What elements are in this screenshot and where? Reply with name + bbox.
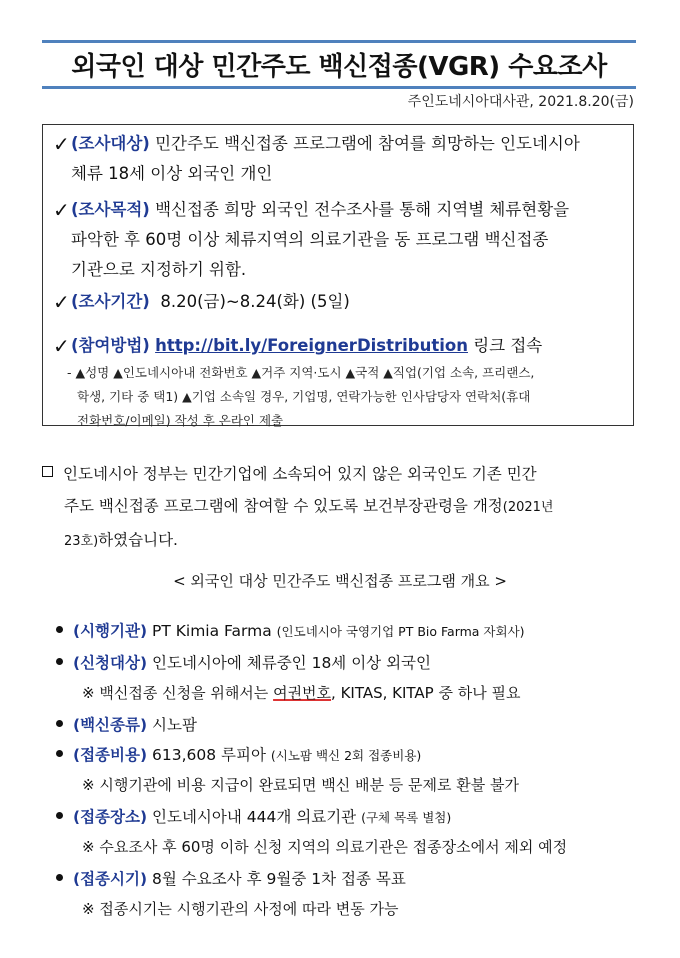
bullet-text: 8월 수요조사 후 9월중 1차 접종 목표	[152, 870, 406, 888]
submission-line-2: 학생, 기타 중 택1) ▲기업 소속일 경우, 기업명, 연락가능한 인사담당자 연락처(휴대	[77, 389, 531, 404]
bullet-icon	[56, 812, 63, 819]
participation-method-label: (참여방법)	[71, 336, 150, 355]
bullet-icon	[56, 750, 63, 757]
note-text-highlight: 여권번호	[273, 684, 332, 702]
notice-line-3: 하였습니다.	[98, 531, 178, 549]
regulation-notice	[42, 458, 642, 558]
check-icon: ✓	[53, 290, 70, 314]
survey-purpose-label: (조사목적)	[71, 200, 150, 219]
survey-info-box	[42, 124, 634, 426]
survey-purpose-item	[53, 195, 625, 285]
bullet-timing	[56, 864, 640, 894]
bullet-note: (구체 목록 별첨)	[361, 810, 452, 825]
bullet-applicants	[56, 648, 640, 678]
link-access-text: 링크 접속	[473, 336, 543, 355]
bullet-label: (백신종류)	[73, 716, 148, 734]
title-top-rule	[42, 40, 636, 43]
survey-purpose-line-1: 백신접종 희망 외국인 전수조사를 통해 지역별 체류현황을	[155, 200, 570, 219]
check-icon: ✓	[53, 132, 70, 156]
bullet-icon	[56, 626, 63, 633]
survey-target-line-2: 체류 18세 이상 외국인 개인	[71, 164, 273, 183]
bullet-text: PT Kimia Farma	[152, 622, 272, 640]
note-text: 시행기관에 비용 지급이 완료되면 백신 배분 등 문제로 환불 불가	[99, 776, 520, 794]
bullet-cost	[56, 740, 640, 771]
survey-period-label: (조사기간)	[71, 292, 150, 311]
bullet-text: 613,608 루피아	[152, 746, 266, 764]
bullet-text: 인도네시아내 444개 의료기관	[152, 808, 357, 826]
survey-purpose-line-3: 기관으로 지정하기 위함.	[71, 260, 247, 279]
bullet-note: (시노팜 백신 2회 접종비용)	[270, 748, 422, 763]
submission-line-3: 전화번호/이메일) 작성 후 온라인 제출	[77, 413, 284, 428]
bullet-implementing-agency	[56, 616, 640, 647]
note-mark: ※	[82, 684, 95, 702]
notice-line-2: 주도 백신접종 프로그램에 참여할 수 있도록 보건부장관령을 개정	[64, 497, 503, 515]
notice-line-2-small: (2021년	[502, 500, 554, 515]
submission-details	[67, 361, 623, 433]
bullet-label: (시행기관)	[73, 622, 148, 640]
square-bullet-icon	[42, 466, 53, 477]
note-mark: ※	[82, 900, 95, 918]
bullet-icon	[56, 658, 63, 665]
note-mark: ※	[82, 838, 95, 856]
check-icon: ✓	[53, 334, 70, 358]
notice-line-1: 인도네시아 정부는 민간기업에 소속되어 있지 않은 외국인도 기존 민간	[63, 465, 537, 483]
note-text: 접종시기는 시행기관의 사정에 따라 변동 가능	[99, 900, 399, 918]
check-icon: ✓	[53, 198, 70, 222]
note-mark: ※	[82, 776, 95, 794]
note-exclusion	[82, 832, 650, 862]
bullet-note: (인도네시아 국영기업 PT Bio Farma 자회사)	[276, 624, 525, 639]
page-title: 외국인 대상 민간주도 백신접종(VGR) 수요조사	[71, 52, 607, 82]
bullet-label: (접종장소)	[73, 808, 148, 826]
title-bottom-rule	[42, 86, 636, 89]
bullet-text: 시노팜	[152, 716, 197, 734]
issuer-date: 주인도네시아대사관, 2021.8.20(금)	[407, 94, 634, 110]
bullet-icon	[56, 720, 63, 727]
survey-target-label: (조사대상)	[71, 134, 150, 153]
bullet-label: (접종비용)	[73, 746, 148, 764]
note-text-pre: 백신접종 신청을 위해서는	[99, 684, 269, 702]
survey-period-item	[53, 287, 625, 317]
bullet-location	[56, 802, 640, 833]
bullet-label: (신청대상)	[73, 654, 148, 672]
bullet-vaccine-type	[56, 710, 640, 740]
survey-target-line-1: 민간주도 백신접종 프로그램에 참여를 희망하는 인도네시아	[155, 134, 580, 153]
survey-period-value: 8.20(금)~8.24(화) (5일)	[160, 292, 350, 311]
note-text-post: , KITAS, KITAP 중 하나 필요	[331, 684, 521, 702]
survey-purpose-line-2: 파악한 후 60명 이상 체류지역의 의료기관을 동 프로그램 백신접종	[71, 230, 549, 249]
notice-line-3-small: 23호)	[64, 534, 99, 549]
bullet-text: 인도네시아에 체류중인 18세 이상 외국인	[152, 654, 432, 672]
participation-method-item	[53, 331, 625, 361]
survey-target-item	[53, 129, 625, 189]
note-refund	[82, 770, 650, 800]
overview-title: < 외국인 대상 민간주도 백신접종 프로그램 개요 >	[173, 572, 507, 590]
bullet-label: (접종시기)	[73, 870, 148, 888]
note-text: 수요조사 후 60명 이하 신청 지역의 의료기관은 접종장소에서 제외 예정	[99, 838, 568, 856]
survey-link[interactable]: http://bit.ly/ForeignerDistribution	[155, 336, 468, 355]
bullet-icon	[56, 874, 63, 881]
note-passport	[82, 678, 650, 708]
note-schedule-change	[82, 894, 650, 924]
submission-line-1: - ▲성명 ▲인도네시아내 전화번호 ▲거주 지역·도시 ▲국적 ▲직업(기업 소속, 프리랜스,	[67, 365, 535, 380]
